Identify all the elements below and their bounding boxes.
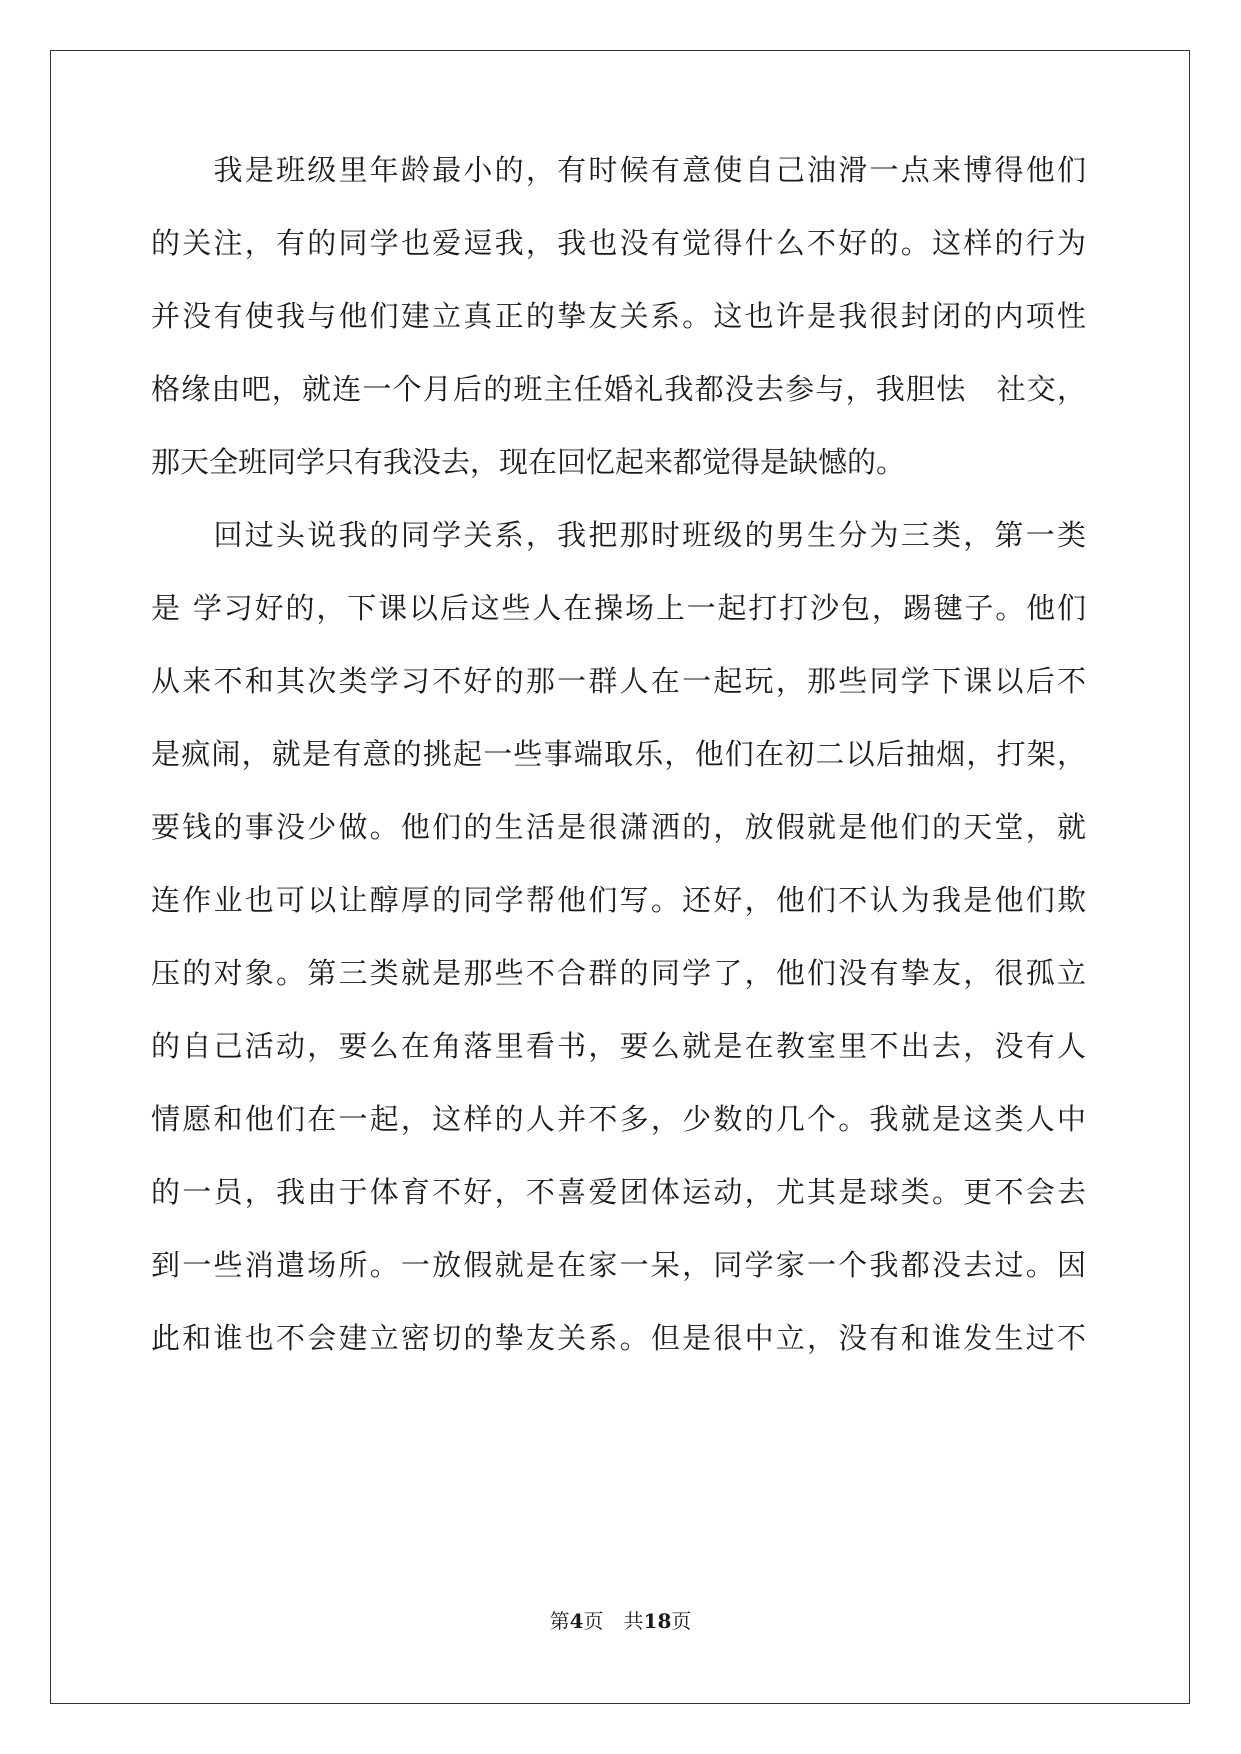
text-line: 我是班级里年龄最小的，有时候有意使自己油滑一点来博得他们 <box>151 153 1086 187</box>
text-line: 到一些消遣场所。一放假就是在家一呆，同学家一个我都没去过。因 <box>151 1248 1086 1282</box>
text-line: 情愿和他们在一起，这样的人并不多，少数的几个。我就是这类人中 <box>151 1102 1086 1136</box>
text-line: 从来不和其次类学习不好的那一群人在一起玩，那些同学下课以后不 <box>151 664 1086 698</box>
text-line: 是疯闹，就是有意的挑起一些事端取乐，他们在初二以后抽烟，打架， <box>151 737 1086 771</box>
footer-page-number: 4 <box>569 1609 584 1633</box>
text-line: 是 学习好的，下课以后这些人在操场上一起打打沙包，踢毽子。他们 <box>151 591 1086 625</box>
text-line: 的自己活动，要么在角落里看书，要么就是在教室里不出去，没有人 <box>151 1029 1086 1063</box>
text-line: 要钱的事没少做。他们的生活是很潇洒的，放假就是他们的天堂，就 <box>151 810 1086 844</box>
text-line: 回过头说我的同学关系，我把那时班级的男生分为三类，第一类 <box>151 518 1086 552</box>
text-line: 的一员，我由于体育不好，不喜爱团体运动，尤其是球类。更不会去 <box>151 1175 1086 1209</box>
text-line: 的关注，有的同学也爱逗我，我也没有觉得什么不好的。这样的行为 <box>151 226 1086 260</box>
text-line: 那天全班同学只有我没去，现在回忆起来都觉得是缺憾的。 <box>151 445 906 479</box>
text-line: 此和谁也不会建立密切的挚友关系。但是很中立，没有和谁发生过不 <box>151 1321 1086 1355</box>
text-line: 连作业也可以让醇厚的同学帮他们写。还好，他们不认为我是他们欺 <box>151 883 1086 917</box>
text-line: 格缘由吧，就连一个月后的班主任婚礼我都没去参与，我胆怯 社交， <box>151 372 1086 406</box>
footer-total-pages: 18 <box>643 1609 672 1633</box>
footer-prefix: 第 <box>549 1609 570 1633</box>
footer-middle: 页 共 <box>583 1609 644 1633</box>
page-footer <box>0 1607 1241 1635</box>
footer-suffix: 页 <box>671 1609 692 1633</box>
text-line: 并没有使我与他们建立真正的挚友关系。这也许是我很封闭的内项性 <box>151 299 1086 333</box>
text-line: 压的对象。第三类就是那些不合群的同学了，他们没有挚友，很孤立 <box>151 956 1086 990</box>
